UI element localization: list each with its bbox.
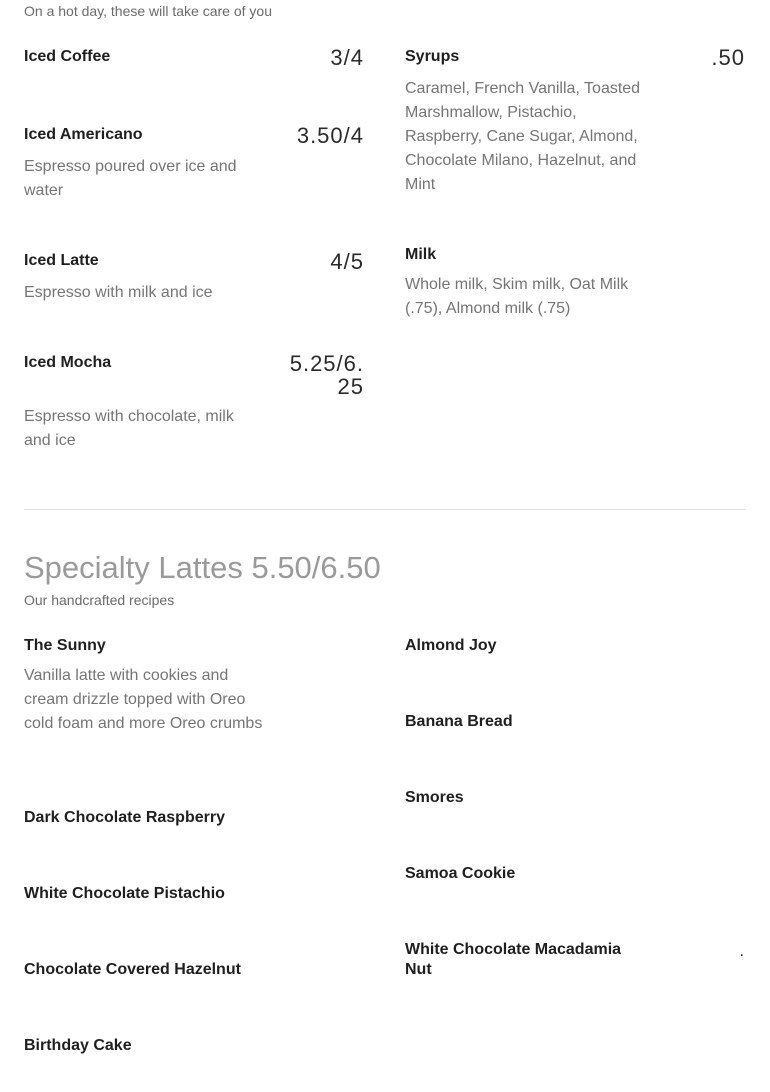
item-name-iced-mocha: Iced Mocha [24,354,112,371]
iced-section-subtitle: On a hot day, these will take care of you [24,3,272,19]
section-divider [24,509,746,510]
item-desc-syrups: Caramel, French Vanilla, Toasted Marshmallow, Pistachio, Raspberry, Cane Sugar, Almond, Chocolate Milano, Hazelnut, and Mint [405,80,641,193]
specialty-section-subtitle: Our handcrafted recipes [24,592,175,608]
item-price-syrups: .50 [711,45,745,70]
item-name-smores: Smores [405,789,464,806]
item-desc-iced-latte: Espresso with milk and ice [24,284,213,301]
item-price-iced-coffee: 3/4 [330,45,364,70]
item-desc-the-sunny: Vanilla latte with cookies and cream drizzle topped with Oreo cold foam and more Oreo crumbs [24,667,263,732]
item-desc-milk: Whole milk, Skim milk, Oat Milk (.75), Almond milk (.75) [405,276,629,317]
item-desc-iced-mocha: Espresso with chocolate, milk and ice [24,408,234,449]
item-name-iced-latte: Iced Latte [24,252,99,269]
item-name-the-sunny: The Sunny [24,637,106,654]
item-price-iced-americano: 3.50/4 [296,123,364,148]
item-name-syrups: Syrups [405,48,460,65]
item-name-iced-coffee: Iced Coffee [24,48,111,65]
item-price-iced-mocha: 5.25/6.25 [289,351,364,399]
item-name-chocolate-covered-hazelnut: Chocolate Covered Hazelnut [24,961,241,978]
item-name-iced-americano: Iced Americano [24,126,143,143]
item-name-white-chocolate-macadamia-nut: White Chocolate Macadamia Nut [405,941,622,978]
item-name-milk: Milk [405,246,437,263]
item-name-dark-chocolate-raspberry: Dark Chocolate Raspberry [24,809,225,826]
item-price-iced-latte: 4/5 [330,249,364,274]
item-name-birthday-cake: Birthday Cake [24,1037,132,1054]
item-desc-iced-americano: Espresso poured over ice and water [24,158,237,199]
item-name-almond-joy: Almond Joy [405,637,497,654]
item-name-white-chocolate-pistachio: White Chocolate Pistachio [24,885,225,902]
item-price-white-chocolate-macadamia-nut: . [739,943,745,960]
item-name-banana-bread: Banana Bread [405,713,513,730]
specialty-section-title: Specialty Lattes 5.50/6.50 [24,550,381,585]
item-name-samoa-cookie: Samoa Cookie [405,865,516,882]
